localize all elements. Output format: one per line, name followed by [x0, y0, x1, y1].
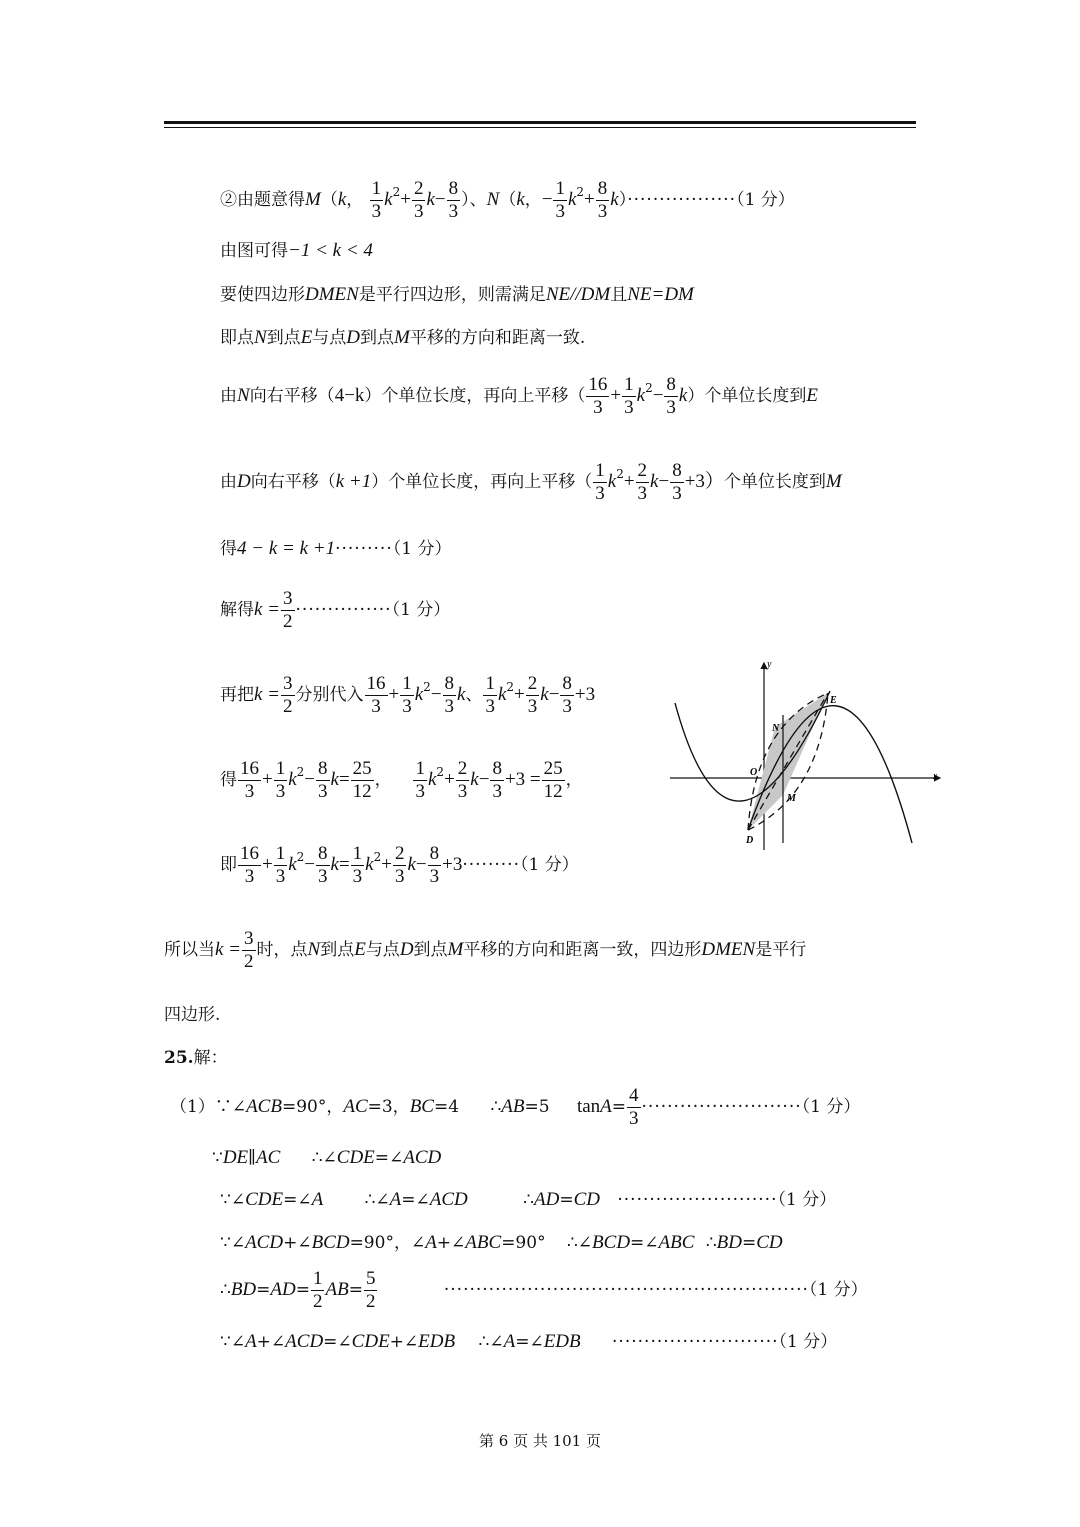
- solution-line-4: 即点N到点E与点D到点M平移的方向和距离一致.: [220, 327, 586, 348]
- solution-line-2: 由图可得−1 < k < 4: [220, 240, 373, 261]
- label-M: M: [787, 793, 796, 804]
- var: k: [384, 188, 393, 210]
- label-D: D: [746, 835, 754, 846]
- fraction: $\frac{2}{3}$: [413, 178, 424, 222]
- page-footer: 第 6 页 共 101 页: [478, 1432, 601, 1450]
- text: ，: [346, 189, 364, 210]
- header-rule-thick: [164, 121, 916, 124]
- fraction: $\frac{1}{3}$: [555, 178, 565, 222]
- text: （: [320, 189, 338, 210]
- part1-line-6: ∵∠A+∠ACD=∠CDE+∠EDB ∴∠A=∠EDB ··························（1 分）: [220, 1331, 838, 1352]
- solution-line-7: 得4 − k = k +1·········（1 分）: [220, 538, 452, 559]
- header-rule-thin: [164, 127, 916, 128]
- solution-line-12: 所以当k = $\frac{3}{2}$ 时，点N到点E与点D到点M平移的方向和距离一致，四边形DMEN是平行: [164, 928, 807, 972]
- part1-line-5: ∴BD=AD= $\frac{1}{2}$ AB= $\frac{5}{2}$ ·························································（1 分）: [220, 1268, 868, 1312]
- score: （1 分）: [736, 189, 795, 210]
- label-x: x: [933, 771, 938, 782]
- solution-line-3: 要使四边形DMEN是平行四边形，则需满足NE//DM且NE=DM: [220, 284, 694, 305]
- solution-line-5: 由N向右平移（4−k）个单位长度，再向上平移（ $\frac{16}{3}$ + $\frac{1}{3}$ $k^2-$ $\frac{8}{3}$ k）个单位长度到E: [220, 374, 818, 418]
- part1-line-1: （1）∵∠ACB=90°，AC=3，BC=4 ∴AB=5 tanA= $\frac{4}{3}$ ·························（1 分）: [170, 1085, 861, 1129]
- solution-line-13: 四边形.: [164, 1005, 221, 1025]
- solution-line-9: 再把k = $\frac{3}{2}$ 分别代入 $\frac{16}{3}$ + $\frac{1}{3}$ $k^2-$ $\frac{8}{3}$ k、 $\frac{1}{3}$ $k^2+$ $\frac{2}{3}$ k− $\frac{8}{3}$ +3: [220, 673, 596, 717]
- part1-line-2: ∵DE∥AC ∴∠CDE=∠ACD: [212, 1147, 442, 1168]
- var: k: [337, 188, 347, 210]
- fraction: $\frac{1}{3}$: [371, 178, 382, 222]
- var: N: [486, 188, 500, 210]
- solution-line-1: ②由题意得M（k， $\frac{1}{3}$ $k^2+$ $\frac{2}{3}$ k− $\frac{8}{3}$ ）、N（k，− $\frac{1}{3}$ $k^2+$ $\frac{8}{3}$ k）·················（1 分）: [220, 178, 795, 222]
- label-O: O: [750, 767, 758, 778]
- solution-line-11: 即 $\frac{16}{3}$ + $\frac{1}{3}$ $k^2-$ $\frac{8}{3}$ k= $\frac{1}{3}$ $k^2+$ $\frac{2}{3}$ k− $\frac{8}{3}$ +3·········（1 分）: [220, 843, 579, 887]
- solution-line-8: 解得k = $\frac{3}{2}$ ···············（1 分）: [220, 588, 451, 632]
- label-N: N: [772, 723, 780, 734]
- parabola-figure: [670, 655, 950, 855]
- label-y: y: [767, 659, 772, 670]
- solution-line-6: 由D向右平移（k +1）个单位长度，再向上平移（ $\frac{1}{3}$ $k^2+$ $\frac{2}{3}$ k− $\frac{8}{3}$ +3）个单位长度到M: [220, 460, 842, 504]
- var: M: [305, 188, 321, 210]
- solution-line-10: 得 $\frac{16}{3}$ + $\frac{1}{3}$ $k^2-$ $\frac{8}{3}$ k= $\frac{25}{12}$ ， $\frac{1}{3}$ $k^2+$ $\frac{2}{3}$ k− $\frac{8}{3}$ +3 = $\frac{25}{12}$ ，: [220, 758, 583, 802]
- label-E: E: [830, 695, 837, 706]
- part1-line-4: ∵∠ACD+∠BCD=90°，∠A+∠ABC=90° ∴∠BCD=∠ABC ∴BD=CD: [220, 1232, 783, 1253]
- inequality: −1 < k < 4: [288, 240, 373, 261]
- question-25-heading: 25.解：: [164, 1048, 228, 1068]
- superscript: 2: [392, 184, 401, 199]
- leader-dots: ·················: [627, 189, 737, 210]
- text: ②由题意得: [220, 189, 305, 210]
- fraction: $\frac{8}{3}$: [448, 178, 459, 222]
- fraction: $\frac{8}{3}$: [597, 178, 608, 222]
- part1-line-3: ∵∠CDE=∠A ∴∠A=∠ACD ∴AD=CD ·························（1 分）: [220, 1189, 837, 1210]
